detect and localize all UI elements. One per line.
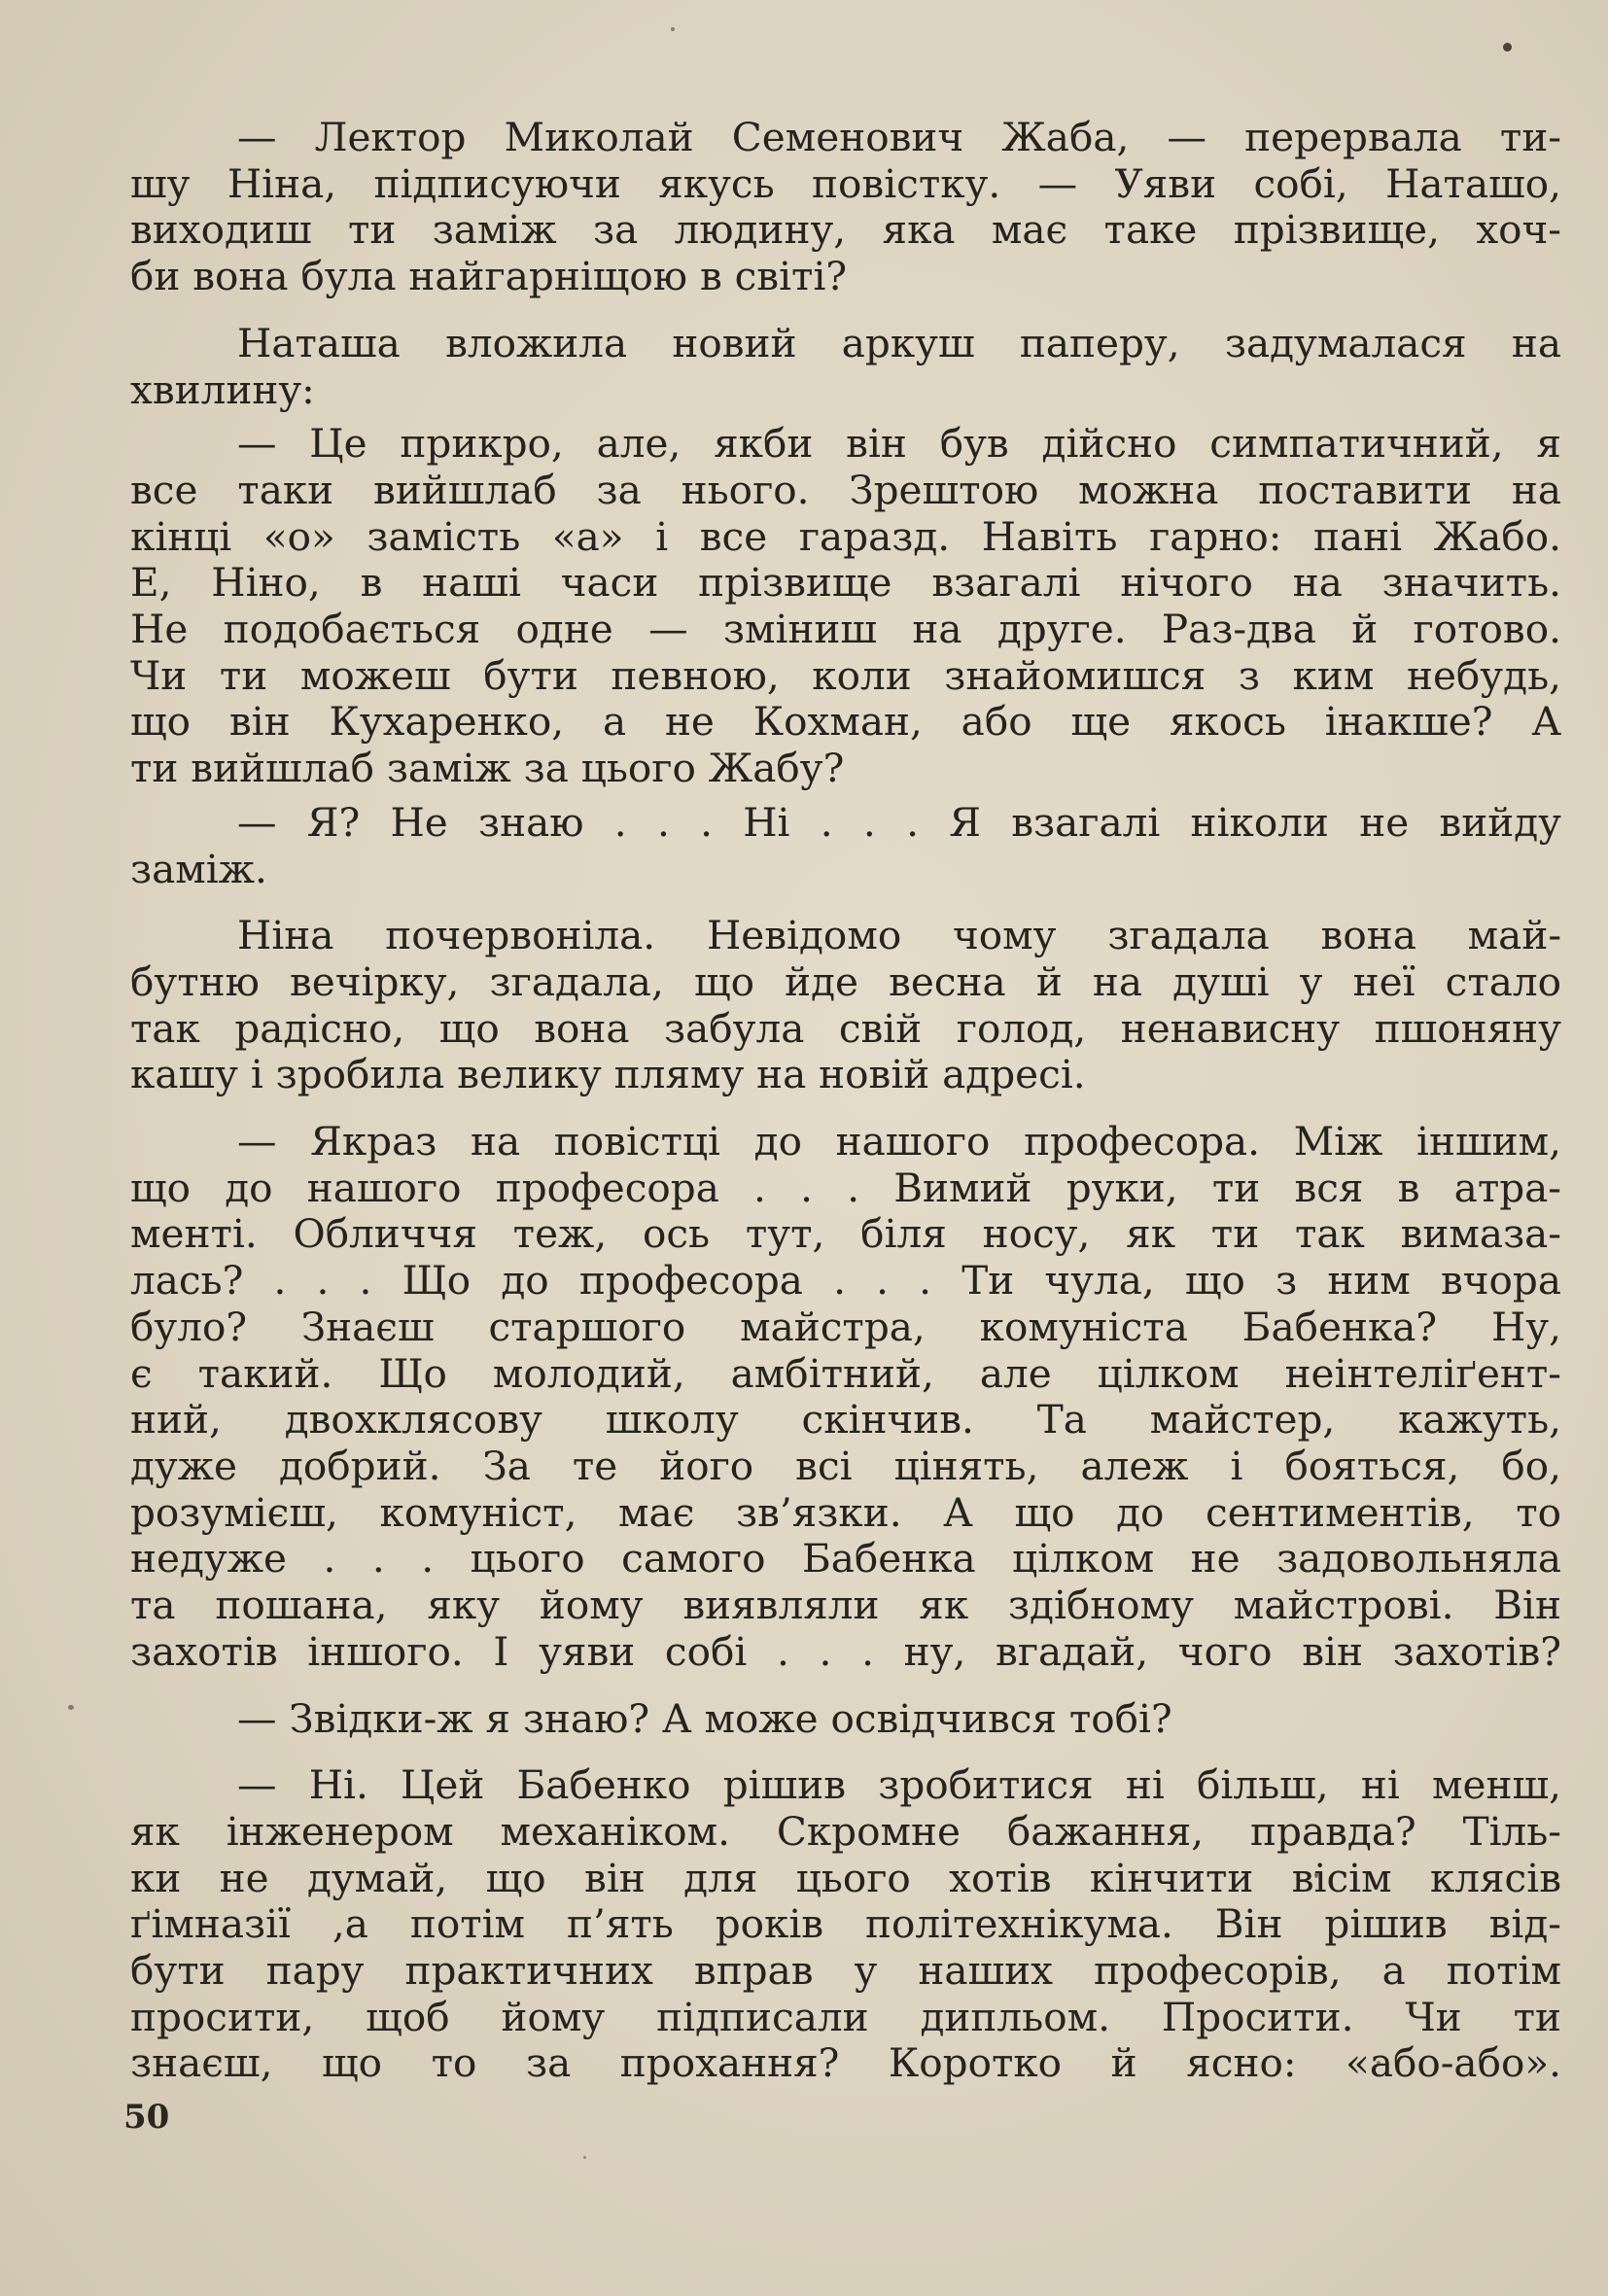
page-number: 50 [123, 2098, 170, 2137]
paragraph [130, 1119, 1561, 1675]
text-line: ки не думай, що він для цього хотів кінчити вісім клясів [130, 1855, 1561, 1901]
text-line: шу Ніна, підписуючи якусь повістку. — Уяви собі, Наташо, [130, 160, 1561, 207]
text-line: — Ні. Цей Бабенко рішив зробитися ні більш, ні менш, [237, 1762, 1561, 1809]
text-line: Ніна почервоніла. Невідомо чому згадала вона май- [237, 913, 1561, 959]
text-line: було? Знаєш старшого майстра, комуніста Бабенка? Ну, [130, 1304, 1561, 1350]
text-line: ти вийшлаб заміж за цього Жабу? [130, 746, 845, 792]
text-line: менті. Обличчя теж, ось тут, біля носу, як ти так вимаза- [130, 1211, 1561, 1258]
paper-speck [68, 1705, 74, 1710]
text-line: — Лектор Миколай Семенович Жаба, — перервала ти- [237, 115, 1561, 160]
text-line: ний, двохклясову школу скінчив. Та майстер, кажуть, [130, 1397, 1561, 1444]
paragraph [130, 800, 1561, 892]
text-line: лась? . . . Що до професора . . . Ти чула, що з ним вчора [130, 1258, 1561, 1305]
text-line: ґімназії ,а потім п’ять років політехнікума. Він рішив від- [130, 1901, 1561, 1948]
body-text [130, 115, 1561, 2087]
text-line: заміж. [130, 846, 267, 892]
paper-speck [1503, 43, 1512, 52]
text-line: як інженером механіком. Скромне бажання, правда? Тіль- [130, 1808, 1561, 1855]
text-line: кінці «о» замість «а» і все гаразд. Навіть гарно: пані Жабо. [130, 513, 1561, 560]
text-line: Наташа вложила новий аркуш паперу, задумалася на [237, 320, 1561, 366]
text-line: Не подобається одне — зміниш на друге. Раз-два й готово. [130, 607, 1561, 653]
paragraph [130, 421, 1561, 792]
text-line: захотів іншого. І уяви собі . . . ну, вгадай, чого він захотів? [130, 1628, 1561, 1675]
text-line: кашу і зробила велику пляму на новій адресі. [130, 1052, 1086, 1098]
paper-speck [583, 2156, 586, 2159]
text-line: що до нашого професора . . . Вимий руки, ти вся в атра- [130, 1165, 1561, 1211]
text-line: розумієш, комуніст, має зв’язки. А що до сентиментів, то [130, 1489, 1561, 1536]
paragraph [130, 321, 1561, 413]
text-line: просити, щоб йому підписали дипльом. Просити. Чи ти [130, 1994, 1561, 2040]
paper-speck [671, 27, 675, 31]
text-line: та пошана, яку йому виявляли як здібному майстрові. Він [130, 1583, 1561, 1629]
paragraph [130, 1696, 1561, 1743]
text-line: би вона була найгарніщою в світі? [130, 254, 848, 300]
paragraph [130, 115, 1561, 300]
text-line: так радісно, що вона забула свій голод, ненависну пшоняну [130, 1005, 1561, 1052]
text-line: бути пару практичних вправ у наших професорів, а потім [130, 1948, 1561, 1995]
text-line: Чи ти можеш бути певною, коли знайомишся з ким небудь, [130, 652, 1561, 699]
text-line: хвилину: [130, 366, 315, 413]
text-line: знаєш, що то за прохання? Коротко й ясно: «або-або». [130, 2040, 1561, 2087]
text-line: — Це прикро, але, якби він був дійсно симпатичний, я [237, 421, 1561, 468]
text-line: дуже добрий. За те його всі цінять, алеж і бояться, бо, [130, 1443, 1561, 1489]
text-line: є такий. Що молодий, амбітний, але цілком неінтеліґент- [130, 1350, 1561, 1397]
text-line: — Я? Не знаю . . . Ні . . . Я взагалі ніколи не вийду [237, 799, 1561, 846]
text-line: бутню вечірку, згадала, що йде весна й на душі у неї стало [130, 958, 1561, 1005]
text-line: Е, Ніно, в наші часи прізвище взагалі нічого на значить. [130, 560, 1561, 607]
text-line: — Звідки-ж я знаю? А може освідчився тобі? [237, 1695, 1172, 1742]
paragraph [130, 913, 1561, 1098]
text-line: недуже . . . цього самого Бабенка цілком не задовольняла [130, 1536, 1561, 1583]
text-line: що він Кухаренко, а не Кохман, або ще якось інакше? А [130, 699, 1561, 746]
text-line: все таки вийшлаб за нього. Зрештою можна поставити на [130, 467, 1561, 513]
text-line: виходиш ти заміж за людину, яка має таке прізвище, хоч- [130, 207, 1561, 254]
paragraph [130, 1762, 1561, 2087]
text-line: — Якраз на повістці до нашого професора. Між іншим, [237, 1119, 1561, 1165]
